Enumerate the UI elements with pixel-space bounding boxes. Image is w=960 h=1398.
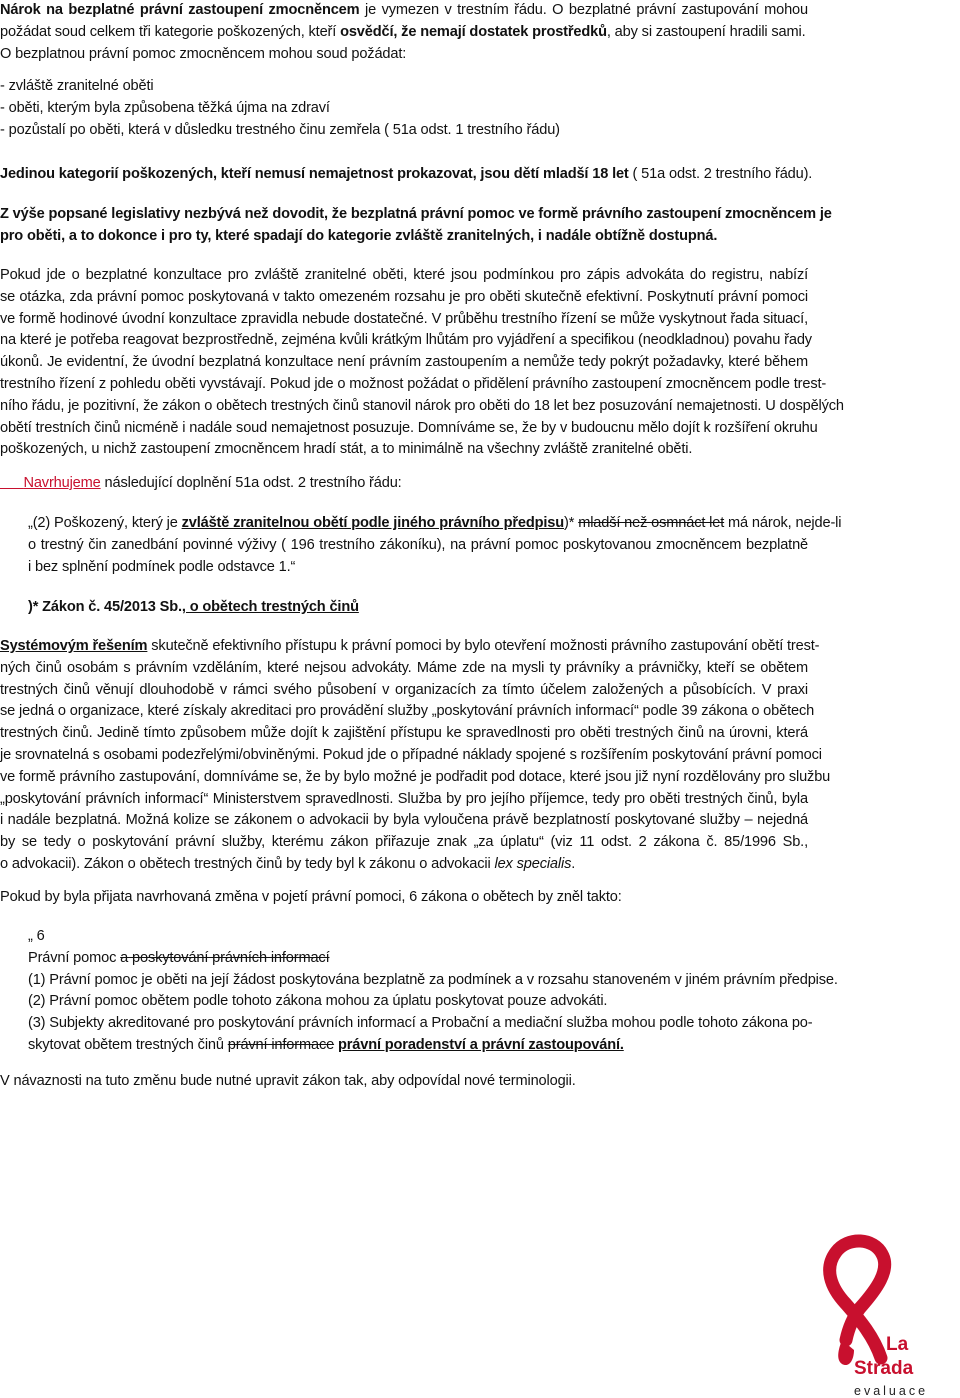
section-6-quote: „ 6 Právní pomoc a poskytování právních informací (1) Právní pomoc je oběti na její žádost poskytována bezplatně za podmínek a v rozsahu stanoveném v jiném právním předpise. (2) Právní pomoc obětem podle tohoto zákona mohou za úplatu poskytovat pouze advokáti. (3) Subjekty akreditované pro poskytování právních informací a Probační a mediační služba mohou podle tohoto zákona po- skytovat obětem trestných činů právní informace právní poradenství a právní zastoupování. [28,928,838,1053]
categories-list [0,76,808,141]
text-line: ve formě hodinové úvodní konzultace zpravidla nebude dostatečné. V průběhu trestního řízení se může vyskytnout řada situací, [0,310,808,327]
text-line: pro oběti, a to dokonce i pro ty, které spadají do kategorie zvláště zranitelných, i nadále obtížně dostupná. [0,227,718,244]
consultation-paragraph [0,265,844,461]
intro-line-2: požádat soud celkem tři kategorie poškozených, kteří osvědčí, že nemají dostatek prostředků, aby si zastoupení hradili sami. [0,23,806,40]
text-line: trestných činů. Jedině tímto způsobem může dojít k zajištění přístupu ke spravedlnosti pro oběti trestných činů na úrovni, která [0,725,808,742]
change-sentence: Pokud by byla přijata navrhovaná změna v pojetí právní pomoci, 6 zákona o obětech by zněl takto: [0,889,622,905]
conclusion-paragraph [0,204,832,248]
text-line: trestního řízení z pohledu oběti vyvstávají. Pokud jde o možnost požádat o přidělení právního zastoupení zmocněncem podle trest- [0,375,827,392]
system-lead: Systémovým řešením [0,638,148,654]
proposal-line: Navrhujeme následující doplnění 51a odst. 2 trestního řádu: [23,475,402,491]
section-heading: „ 6 [28,928,45,944]
text-line: poškozených, u nichž zastoupení zmocněncem hradí stát, a to minimálně na všechny zvláště zranitelné oběti. [0,441,693,458]
la-strada-logo [818,1232,928,1398]
logo-text-strada: Strada [854,1358,914,1379]
logo-text-la: La [886,1334,909,1355]
final-sentence: V návaznosti na tuto změnu bude nutné upravit zákon tak, aby odpovídal nové terminologii. [0,1073,576,1089]
text-line: (2) Právní pomoc obětem podle tohoto zákona mohou za úplatu poskytovat pouze advokáti. [28,993,608,1010]
category-item: - oběti, kterým byla způsobena těžká újma na zdraví [0,99,330,116]
text-line: trestných činů věnují dlouhodobě v rámci svého působení v organizacích za tímto účelem založených a působících. V praxi [0,681,808,698]
text-line: ního řádu, je pozitivní, že zákon o obětech trestných činů stanovil nárok pro oběti do 18 let bez posuzování nemajetnosti. U dospělých [0,397,844,414]
ribbon-mark [830,1241,885,1358]
category-item: - zvláště zranitelné oběti [0,78,154,94]
children-paragraph: Jedinou kategorií poškozených, kteří nemusí nemajetnost prokazovat, jsou dětí mladší 18 let ( 51a odst. 2 trestního řádu). [0,166,813,182]
text-line: by se tedy o poskytování právní služby, kterému zákon přiřazuje znak „za úplatu“ (viz 11 odst. 2 zákona č. 85/1996 Sb., [0,834,808,851]
text-line: „poskytování právních informací“ Ministerstvem spravedlnosti. Služba by pro jejího příjemce, tedy pro oběti trestných činů, byla [0,790,808,807]
text-line: Z výše popsané legislativy nezbývá než dovodit, že bezplatná právní pomoc ve formě právního zastoupení zmocněncem je [0,206,832,222]
logo-caption: evaluace [854,1384,928,1398]
text-line: Pokud jde o bezplatné konzultace pro zvláště zranitelné oběti, které jsou podmínkou pro zápis advokáta do registru, nabízí [0,267,808,283]
intro-paragraph [0,0,808,65]
text-line: o trestný čin zanedbání povinné výživy ( 196 trestního zákoníku), na právní pomoc poskytovanou zmocněncem bezplatně [28,536,808,553]
text-line: ných činů osobám s právním vzděláním, které nejsou advokáty. Máme zde na mysli ty právníky a právničky, kteří se obětem [0,659,808,676]
text-line: je srovnatelná s osobami podezřelými/obviněnými. Pokud jde o případné náklady spojené s rozšířením poskytování právní pomoci [0,746,822,763]
intro-line-1: Nárok na bezplatné právní zastoupení zmocněncem je vymezen v trestním řádu. O bezplatné právní zastupování mohou [0,2,808,18]
footnote: )* Zákon č. 45/2013 Sb., o obětech trestných činů [28,599,359,615]
amendment-quote: „(2) Poškozený, který je zvláště zranitelnou obětí podle jiného právního předpisu)* mladší než osmnáct let má nárok, nejde-li o trestný čin zanedbání povinné výživy ( 196 trestního zákoníku), na právní pomoc poskytovanou zmocněncem bezplatně i bez splnění podmínek podle odstavce 1.“ [28,513,808,578]
ribbon-tail [838,1340,854,1365]
intro-line-3: O bezplatnou právní pomoc zmocněncem mohou soud požádat: [0,45,407,62]
text-line: se jedná o organizace, které získaly akreditaci pro provádění služby „poskytování právních informací“ podle 39 zákona o obětech [0,703,815,720]
text-line: úkonů. Je evidentní, že úvodní bezplatná konzultace není právním zastoupením a nemůže tedy pokrýt požadavky, které během [0,354,808,371]
text-line: (1) Právní pomoc je oběti na její žádost poskytována bezplatně za podmínek a v rozsahu stanoveném v jiném právním předpise. [28,971,838,988]
proposal-keyword: Navrhujeme [23,475,101,491]
category-item: - pozůstalí po oběti, která v důsledku trestného činu zemřela ( 51a odst. 1 trestního řádu) [0,121,560,138]
text-line: i nadále bezplatná. Možná kolize se zákonem o advokacii by byla vyloučena právě bezplatností poskytované služby – nejedná [0,812,808,829]
system-solution-paragraph: Systémovým řešením skutečně efektivního přístupu k právní pomoci by bylo otevření možnosti právního zastupování obětí trest- ných činů osobám s právním vzděláním, které nejsou advokáty. Máme zde na mysli ty právníky a právničky, kteří se obětem trestných činů věnují dlouhodobě v rámci svého působení v organizacích za tímto účelem založených a působících. V praxi se jedná o organizace, které získaly akreditaci pro provádění služby „poskytování právních informací“ podle 39 zákona o obětech trestných činů. Jedině tímto způsobem může dojít k zajištění přístupu ke spravedlnosti pro oběti trestných činů na úrovni, která je srovnatelná s osobami podezřelými/obviněnými. Pokud jde o případné náklady spojené s rozšířením poskytování právní pomoci ve formě právního zastupování, domníváme se, že by bylo možné je podřadit pod dotace, které jsou již nyní rozdělovány pro službu „poskytování právních informací“ Ministerstvem spravedlnosti. Služba by pro jejího příjemce, tedy pro oběti trestných činů, byla i nadále bezplatná. Možná kolize se zákonem o advokacii by byla vyloučena právě bezplatností poskytované služby – nejedná by se tedy o poskytování právní služby, kterému zákon přiřazuje znak „za úplatu“ (viz 11 odst. 2 zákona č. 85/1996 Sb., o advokacii). Zákon o obětech trestných činů by tedy byl k zákonu o advokacii lex specialis. [0,638,831,872]
text-line: se otázka, zda právní pomoc poskytovaná v takto omezeném rozsahu je pro oběti skutečně efektivní. Poskytnutí právní pomoci [0,288,808,305]
text-line: (3) Subjekty akreditované pro poskytování právních informací a Probační a mediační služba mohou podle tohoto zákona po- [28,1015,813,1032]
text-line: i bez splnění podmínek podle odstavce 1.“ [28,558,296,575]
text-line: na které je potřeba reagovat bezprostředně, zejména kvůli krátkým lhůtám pro vyjádření a specifikou (neodkladnou) povahu řady [0,332,812,349]
text-line: obětí trestních činů nicméně i nadále soud nemajetnost posuzuje. Domníváme se, že by v budoucnu mělo dojít k rozšíření okruhu [0,419,818,436]
text-line: ve formě právního zastupování, domníváme se, že by bylo možné je podřadit pod dotace, které jsou již nyní rozdělovány pro službu [0,768,831,785]
